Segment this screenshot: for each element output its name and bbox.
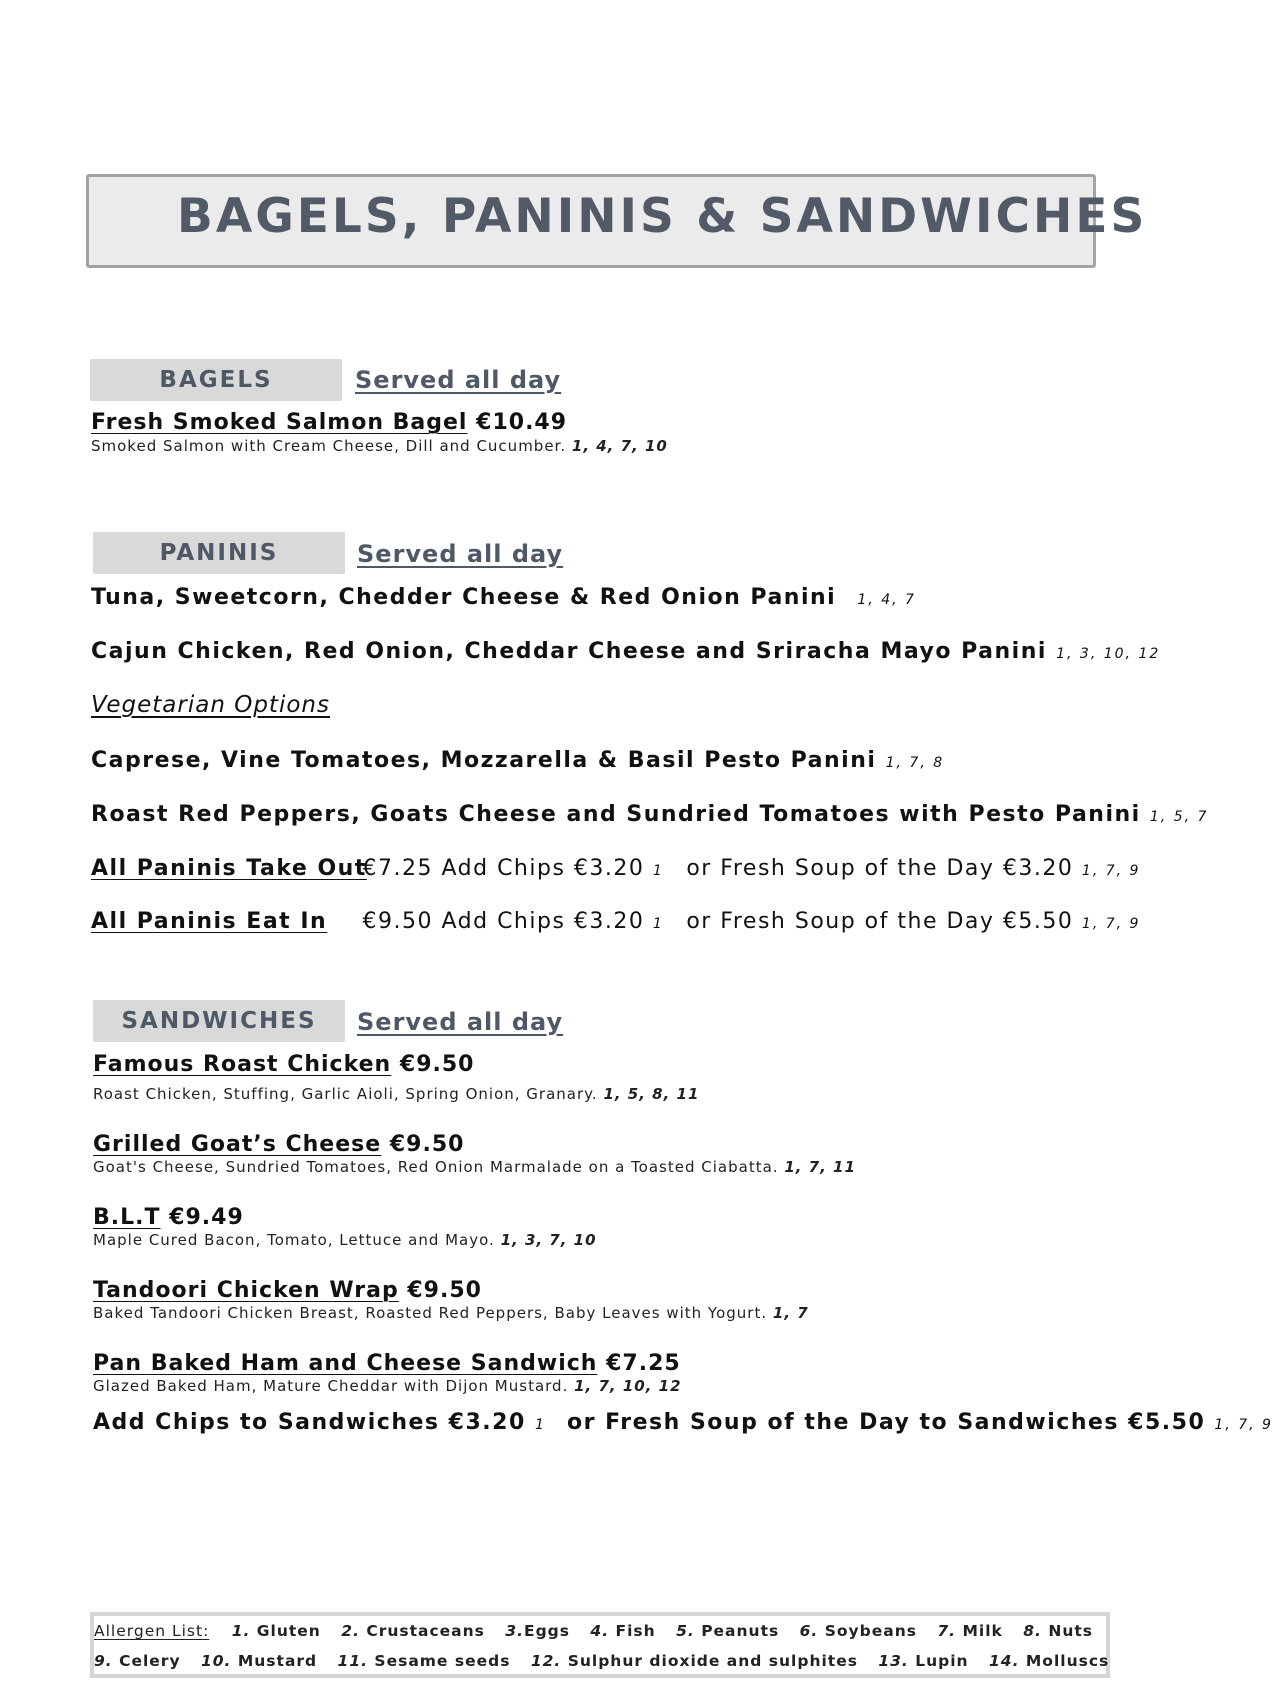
item-allergens: 1, 7, 8: [885, 755, 945, 771]
item-description-line: [93, 1085, 699, 1103]
item-description: Maple Cured Bacon, Tomato, Lettuce and Mayo.: [93, 1231, 495, 1249]
menu-item: [93, 1278, 482, 1303]
allergen-number: 12.: [530, 1652, 562, 1670]
item-allergens: 1, 7, 10, 12: [574, 1377, 682, 1395]
vegetarian-heading: Vegetarian Options: [91, 692, 330, 718]
item-description: Glazed Baked Ham, Mature Cheddar with Dijon Mustard.: [93, 1377, 569, 1395]
item-price: €7.25: [606, 1351, 681, 1376]
sandwiches-tab: SANDWICHES: [93, 1000, 345, 1042]
item-name: Fresh Smoked Salmon Bagel: [91, 410, 468, 435]
allergen-name: Lupin: [915, 1652, 969, 1670]
allergen-number: 6.: [799, 1622, 819, 1640]
option-soup: or Fresh Soup of the Day €5.50: [686, 909, 1074, 934]
item-name: Famous Roast Chicken: [93, 1052, 392, 1077]
item-description-line: [93, 1231, 597, 1249]
item-name: Caprese, Vine Tomatoes, Mozzarella & Basil Pesto Panini: [91, 748, 877, 773]
item-allergens: 1, 3, 7, 10: [500, 1231, 597, 1249]
menu-item: [93, 1132, 464, 1157]
allergen-entry: [989, 1652, 1109, 1670]
allergen-name: Celery: [119, 1652, 181, 1670]
item-allergens: 1, 5, 8, 11: [603, 1085, 700, 1103]
allergen-name: Gluten: [256, 1622, 321, 1640]
option-label: All Paninis Eat In: [91, 909, 328, 934]
item-allergens: 1, 7, 11: [784, 1158, 856, 1176]
allergen-number: 1.: [231, 1622, 251, 1640]
allergen-entry: [590, 1622, 655, 1640]
addon-soup: or Fresh Soup of the Day to Sandwiches €5.50: [567, 1410, 1206, 1435]
option-chips: Add Chips €3.20: [441, 856, 645, 881]
item-allergens: 1, 4, 7, 10: [571, 437, 668, 455]
item-name: Grilled Goat’s Cheese: [93, 1132, 382, 1157]
allergen-name: Sesame seeds: [374, 1652, 511, 1670]
item-price: €9.50: [399, 1052, 475, 1077]
allergen-name: Molluscs: [1025, 1652, 1110, 1670]
option-price: €7.25: [362, 856, 433, 881]
allergen-number: 5.: [676, 1622, 695, 1640]
page-title: BAGELS, PANINIS & SANDWICHES: [177, 189, 1148, 244]
allergen-name: Crustaceans: [366, 1622, 485, 1640]
item-allergens: 1, 5, 7: [1149, 809, 1209, 825]
item-allergens: 1, 3, 10, 12: [1056, 646, 1161, 662]
allergen-number: 3.: [505, 1622, 524, 1640]
option-price: €9.50: [362, 909, 433, 934]
panini-item: [91, 585, 916, 610]
title-banner: [86, 174, 1148, 268]
allergen-name: Sulphur dioxide and sulphites: [567, 1652, 858, 1670]
allergen-name: Milk: [962, 1622, 1003, 1640]
allergen-entry: [505, 1622, 570, 1640]
option-label: All Paninis Take Out: [91, 856, 367, 881]
item-description: Roast Chicken, Stuffing, Garlic Aioli, Spring Onion, Granary.: [93, 1085, 598, 1103]
allergen-entry: [878, 1652, 968, 1670]
item-description-line: [93, 1158, 856, 1176]
item-name: Tandoori Chicken Wrap: [93, 1278, 399, 1303]
allergen-number: 7.: [937, 1622, 957, 1640]
allergen-entry: [341, 1622, 485, 1640]
allergen-number: 2.: [341, 1622, 360, 1640]
allergen-row-1: [94, 1622, 1106, 1640]
allergen-row-2: [94, 1652, 1110, 1670]
addon-chips-allergens: 1: [534, 1417, 546, 1433]
item-name: B.L.T: [93, 1205, 161, 1230]
allergen-entry: [338, 1652, 511, 1670]
option-soup-allergens: 1, 7, 9: [1081, 863, 1141, 879]
menu-item: [93, 1351, 681, 1376]
allergen-number: 14.: [989, 1652, 1020, 1670]
allergen-number: 4.: [590, 1622, 610, 1640]
sandwich-addon-row: [93, 1410, 1273, 1435]
item-price: €9.50: [389, 1132, 465, 1157]
menu-item: [93, 1205, 244, 1230]
item-description-line: [91, 437, 668, 455]
addon-soup-allergens: 1, 7, 9: [1214, 1417, 1273, 1433]
allergen-name: Mustard: [237, 1652, 318, 1670]
allergen-entry: [531, 1652, 858, 1670]
allergen-entry: [676, 1622, 779, 1640]
allergen-name: Peanuts: [701, 1622, 780, 1640]
item-description: Baked Tandoori Chicken Breast, Roasted Red Peppers, Baby Leaves with Yogurt.: [93, 1304, 768, 1322]
allergen-number: 8.: [1023, 1622, 1042, 1640]
item-description-line: [93, 1377, 682, 1395]
allergen-number: 13.: [878, 1652, 909, 1670]
allergen-entry: [800, 1622, 917, 1640]
paninis-tab: PANINIS: [93, 532, 345, 574]
allergen-name: Fish: [615, 1622, 656, 1640]
item-allergens: 1, 4, 7: [857, 592, 916, 608]
option-soup-allergens: 1, 7, 9: [1081, 916, 1141, 932]
option-chips-allergens: 1: [652, 916, 664, 932]
item-description-line: [93, 1304, 809, 1322]
menu-item: [91, 410, 567, 435]
allergen-name: Eggs: [524, 1622, 571, 1640]
allergen-list-label: Allergen List:: [94, 1622, 210, 1640]
panini-item: [91, 639, 1160, 664]
item-price: €9.50: [407, 1278, 482, 1303]
addon-chips: Add Chips to Sandwiches €3.20: [93, 1410, 526, 1435]
allergen-number: 10.: [200, 1652, 232, 1670]
panini-item: [91, 802, 1208, 827]
panini-item: [91, 748, 944, 773]
allergen-entry: [201, 1652, 317, 1670]
option-soup: or Fresh Soup of the Day €3.20: [686, 856, 1074, 881]
sandwiches-served-note: Served all day: [357, 1008, 564, 1036]
item-name: Pan Baked Ham and Cheese Sandwich: [93, 1351, 598, 1376]
allergen-entry: [232, 1622, 321, 1640]
allergen-list-box: [90, 1612, 1110, 1678]
allergen-number: 9.: [94, 1652, 113, 1670]
item-price: €10.49: [476, 410, 568, 435]
allergen-entry: [1023, 1622, 1093, 1640]
option-chips-allergens: 1: [652, 863, 664, 879]
allergen-entry: [937, 1622, 1002, 1640]
item-price: €9.49: [169, 1205, 244, 1230]
allergen-name: Soybeans: [824, 1622, 917, 1640]
allergen-name: Nuts: [1048, 1622, 1093, 1640]
item-name: Roast Red Peppers, Goats Cheese and Sundried Tomatoes with Pesto Panini: [91, 802, 1141, 827]
item-allergens: 1, 7: [772, 1304, 809, 1322]
paninis-served-note: Served all day: [357, 540, 564, 568]
item-name: Cajun Chicken, Red Onion, Cheddar Cheese and Sriracha Mayo Panini: [91, 639, 1047, 664]
panini-option-row: [91, 909, 1140, 934]
item-name: Tuna, Sweetcorn, Chedder Cheese & Red Onion Panini: [91, 585, 837, 610]
item-description: Goat's Cheese, Sundried Tomatoes, Red Onion Marmalade on a Toasted Ciabatta.: [93, 1158, 779, 1176]
allergen-entry: [94, 1652, 181, 1670]
item-description: Smoked Salmon with Cream Cheese, Dill and Cucumber.: [91, 437, 567, 455]
allergen-number: 11.: [337, 1652, 369, 1670]
panini-option-row: [91, 856, 1140, 881]
menu-item: [93, 1052, 475, 1077]
bagels-served-note: Served all day: [355, 366, 562, 394]
option-chips: Add Chips €3.20: [441, 909, 645, 934]
bagels-tab: BAGELS: [90, 359, 342, 401]
